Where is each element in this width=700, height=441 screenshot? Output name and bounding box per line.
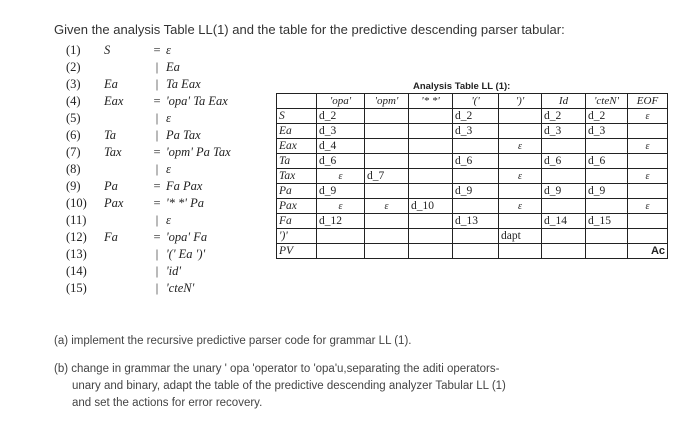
rule-separator: = (153, 179, 161, 193)
rule-separator: = (153, 94, 161, 108)
action-cell: d_6 (453, 154, 499, 169)
action-cell (409, 124, 453, 139)
action-cell (499, 109, 542, 124)
table-row (277, 244, 668, 259)
action-cell: d_3 (542, 124, 586, 139)
table-row (277, 169, 668, 184)
rule-separator: | (155, 77, 159, 91)
action-cell: ε (499, 199, 542, 214)
action-cell: d_9 (453, 184, 499, 199)
rule-separator: | (155, 247, 159, 261)
rule-rhs: Ea (166, 60, 180, 74)
rule-separator: | (155, 111, 159, 125)
table-header-cell: '(' (453, 94, 499, 109)
table-title: Analysis Table LL (1): (413, 81, 511, 92)
rule-lhs: Fa (104, 230, 118, 244)
rule-number: (5) (66, 111, 81, 125)
nonterminal-cell: Pa (277, 184, 317, 199)
action-cell (628, 229, 668, 244)
action-cell (628, 184, 668, 199)
action-cell (365, 229, 409, 244)
rule-separator: = (153, 196, 161, 210)
question-b-line2: unary and binary, adapt the table of the predictive descending analyzer Tabular LL (1) (72, 380, 506, 392)
rule-rhs: 'opa' Fa (166, 230, 208, 244)
rule-lhs: Ea (104, 77, 118, 91)
rule-rhs: Fa Pax (166, 179, 203, 193)
action-cell: d_7 (365, 169, 409, 184)
rule-separator: | (155, 264, 159, 278)
action-cell: d_9 (317, 184, 365, 199)
table-header-cell (277, 94, 317, 109)
action-cell (409, 169, 453, 184)
action-cell (453, 139, 499, 154)
rule-number: (1) (66, 43, 81, 57)
action-cell (453, 199, 499, 214)
problem-statement: Given the analysis Table LL(1) and the table for the predictive descending parser tabular: (54, 22, 565, 37)
table-header-cell: '* *' (409, 94, 453, 109)
table-row (277, 124, 668, 139)
rule-lhs: Tax (104, 145, 122, 159)
table-row (277, 154, 668, 169)
action-cell (365, 214, 409, 229)
rule-number: (8) (66, 162, 81, 176)
rule-separator: = (153, 43, 161, 57)
action-cell (499, 244, 542, 259)
action-cell (409, 139, 453, 154)
action-cell: d_13 (453, 214, 499, 229)
rule-separator: | (155, 128, 159, 142)
action-cell: ε (628, 199, 668, 214)
action-cell: ε (628, 109, 668, 124)
action-cell (499, 124, 542, 139)
action-cell (499, 184, 542, 199)
rule-separator: | (155, 162, 159, 176)
question-a: (a) implement the recursive predictive parser code for grammar LL (1). (54, 335, 412, 347)
action-cell (365, 154, 409, 169)
rule-rhs: 'cteN' (166, 281, 195, 295)
ll1-analysis-table (276, 93, 668, 259)
action-cell (586, 169, 628, 184)
action-cell (365, 124, 409, 139)
rule-number: (4) (66, 94, 81, 108)
rule-lhs: Eax (104, 94, 124, 108)
action-cell (542, 199, 586, 214)
rule-separator: | (155, 281, 159, 295)
rule-separator: | (155, 213, 159, 227)
action-cell (409, 214, 453, 229)
rule-separator: = (153, 145, 161, 159)
nonterminal-cell: S (277, 109, 317, 124)
rule-rhs: ε (166, 213, 171, 227)
action-cell: ε (499, 169, 542, 184)
rule-rhs: 'opa' Ta Eax (166, 94, 228, 108)
table-row (277, 214, 668, 229)
nonterminal-cell: Eax (277, 139, 317, 154)
action-cell (409, 229, 453, 244)
rule-rhs: '(' Ea ')' (166, 247, 206, 261)
rule-lhs: Ta (104, 128, 117, 142)
action-cell (453, 229, 499, 244)
action-cell (365, 244, 409, 259)
action-cell (542, 139, 586, 154)
action-cell: ε (628, 139, 668, 154)
rule-number: (14) (66, 264, 87, 278)
action-cell (317, 244, 365, 259)
table-row (277, 109, 668, 124)
action-cell: d_2 (453, 109, 499, 124)
action-cell (586, 199, 628, 214)
action-cell: d_12 (317, 214, 365, 229)
action-cell: Ac (628, 244, 668, 259)
action-cell: ε (499, 139, 542, 154)
action-cell: d_6 (586, 154, 628, 169)
table-row (277, 199, 668, 214)
rule-rhs: 'opm' Pa Tax (166, 145, 231, 159)
action-cell (365, 109, 409, 124)
action-cell (317, 229, 365, 244)
action-cell (628, 124, 668, 139)
rule-number: (13) (66, 247, 87, 261)
rule-number: (11) (66, 213, 87, 227)
rule-rhs: 'id' (166, 264, 182, 278)
action-cell: d_3 (586, 124, 628, 139)
action-cell: d_3 (453, 124, 499, 139)
action-cell (628, 214, 668, 229)
rule-number: (6) (66, 128, 81, 142)
rule-number: (2) (66, 60, 81, 74)
action-cell: d_2 (317, 109, 365, 124)
table-header-cell: EOF (628, 94, 668, 109)
action-cell: d_15 (586, 214, 628, 229)
rule-number: (3) (66, 77, 81, 91)
action-cell: d_6 (317, 154, 365, 169)
action-cell (365, 184, 409, 199)
nonterminal-cell: Ta (277, 154, 317, 169)
action-cell (586, 139, 628, 154)
nonterminal-cell: Ea (277, 124, 317, 139)
action-cell: dapt (499, 229, 542, 244)
action-cell (542, 244, 586, 259)
rule-rhs: '* *' Pa (166, 196, 204, 210)
action-cell: ε (317, 199, 365, 214)
rule-number: (15) (66, 281, 87, 295)
action-cell (409, 109, 453, 124)
nonterminal-cell: Fa (277, 214, 317, 229)
action-cell (453, 169, 499, 184)
action-cell (409, 154, 453, 169)
action-cell (499, 214, 542, 229)
action-cell (409, 244, 453, 259)
rule-number: (7) (66, 145, 81, 159)
action-cell (365, 139, 409, 154)
action-cell (586, 229, 628, 244)
question-b-line1: (b) change in grammar the unary ' opa 'operator to 'opa'u,separating the aditi operators- (54, 363, 500, 375)
rule-rhs: ε (166, 162, 171, 176)
rule-number: (12) (66, 230, 87, 244)
action-cell: d_14 (542, 214, 586, 229)
action-cell: d_9 (586, 184, 628, 199)
action-cell: d_9 (542, 184, 586, 199)
rule-rhs: Pa Tax (166, 128, 201, 142)
action-cell: d_3 (317, 124, 365, 139)
table-header-cell: 'opa' (317, 94, 365, 109)
rule-rhs: ε (166, 43, 171, 57)
table-header-cell: 'cteN' (586, 94, 628, 109)
action-cell: d_4 (317, 139, 365, 154)
action-cell: ε (317, 169, 365, 184)
question-b-line3: and set the actions for error recovery. (72, 397, 263, 409)
rule-rhs: ε (166, 111, 171, 125)
table-row (277, 184, 668, 199)
action-cell: ε (628, 169, 668, 184)
table-row (277, 139, 668, 154)
rule-rhs: Ta Eax (166, 77, 201, 91)
action-cell: d_6 (542, 154, 586, 169)
nonterminal-cell: Pax (277, 199, 317, 214)
action-cell (542, 229, 586, 244)
action-cell (499, 154, 542, 169)
table-row (277, 229, 668, 244)
nonterminal-cell: ')' (277, 229, 317, 244)
rule-number: (9) (66, 179, 81, 193)
nonterminal-cell: Tax (277, 169, 317, 184)
action-cell (628, 154, 668, 169)
table-header-cell: ')' (499, 94, 542, 109)
action-cell (542, 169, 586, 184)
rule-lhs: Pax (104, 196, 124, 210)
rule-number: (10) (66, 196, 87, 210)
rule-separator: | (155, 60, 159, 74)
rule-lhs: S (104, 43, 111, 57)
rule-separator: = (153, 230, 161, 244)
action-cell (409, 184, 453, 199)
action-cell (586, 244, 628, 259)
action-cell: d_2 (542, 109, 586, 124)
action-cell: d_10 (409, 199, 453, 214)
action-cell (453, 244, 499, 259)
nonterminal-cell: PV (277, 244, 317, 259)
table-header-cell: Id (542, 94, 586, 109)
action-cell: d_2 (586, 109, 628, 124)
table-header-cell: 'opm' (365, 94, 409, 109)
rule-lhs: Pa (104, 179, 118, 193)
action-cell: ε (365, 199, 409, 214)
